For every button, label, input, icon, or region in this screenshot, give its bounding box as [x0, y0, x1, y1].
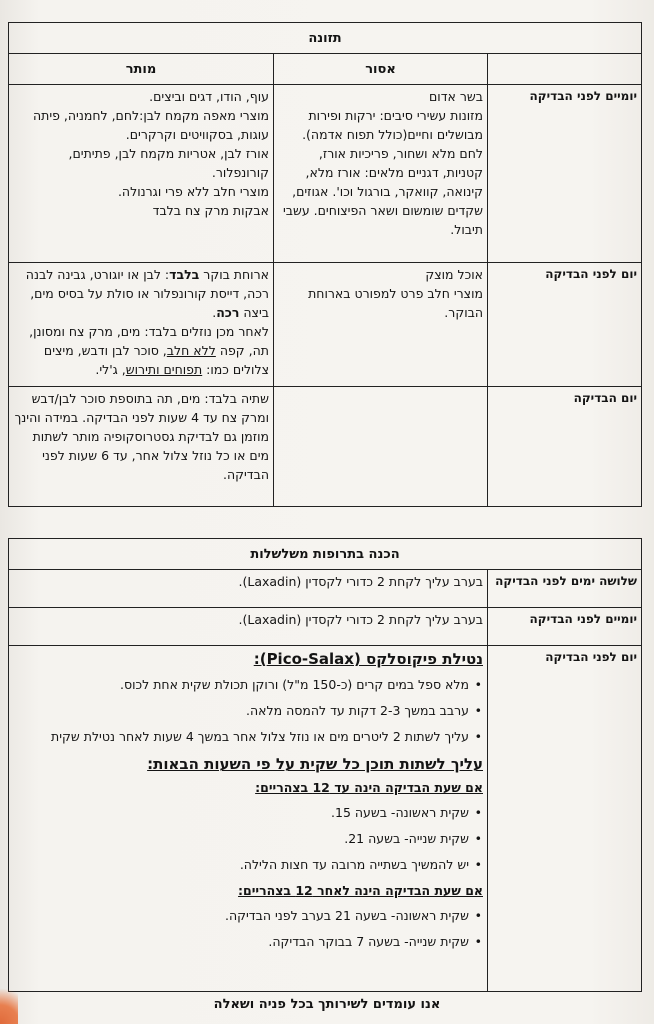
text-run-bold: בלבד — [169, 267, 200, 282]
row-label-header — [488, 54, 642, 85]
allowed-exam-day: שתיה בלבד: מים, תה בתוספת סוכר לבן/דבש ומרק צח עד 4 שעות לפני הבדיקה. במידה והינך מוזמן גם לבדיקת גסטרוסקופיה מותר לשתות מים או כל נוזל צלול אחר, עד 6 שעות לפני הבדיקה. — [9, 387, 274, 507]
after-noon-title: אם שעת הבדיקה הינה לאחר 12 בצהריים: — [238, 883, 483, 898]
list-item: • שקית שנייה- בשעה 21. — [13, 829, 469, 849]
forbidden-day-before — [274, 263, 488, 387]
row-label-exam-day: יום הבדיקה — [488, 387, 642, 507]
prep-two-days: בערב עליך לקחת 2 כדורי לקסדין (Laxadin). — [9, 608, 488, 646]
row-label-two-days: יומיים לפני הבדיקה — [488, 85, 642, 263]
prep-table-title: הכנה בתרופות משלשלות — [9, 539, 642, 570]
diet-table-title: תזונה — [9, 23, 642, 54]
text-run: , סוכר לבן ודבש, מיצים צלולים כמו: — [43, 343, 269, 377]
prep-three-days: בערב עליך לקחת 2 כדורי לקסדין (Laxadin). — [9, 570, 488, 608]
row-label-two-days-prep: יומיים לפני הבדיקה — [488, 608, 642, 646]
list-item: • שקית ראשונה- בשעה 21 בערב לפני הבדיקה. — [13, 906, 469, 926]
allowed-item: מוצרי חלב ללא פרי וגרנולה. — [117, 184, 269, 199]
list-item: • עליך לשתות 2 ליטרים מים או נוזל צלול אחר במשך 4 שעות לאחר נטילת שקית — [13, 727, 469, 747]
allowed-item: מוצרי מאפה מקמח לבן:לחם, לחמניה, פיתה עוגות, בסקוויטים וקרקרים. — [32, 108, 269, 142]
text-run: . — [212, 305, 217, 320]
forbidden-exam-day — [274, 387, 488, 507]
forbidden-item: מזונות עשירי סיבים: ירקות ופירות מבושלים וחיים(כולל תפוח אדמה). לחם מלא ושחור, פריכיות אורז, קטניות, דגניים מלאים: אורז מלא, קינואה, קוואקר, בורגול וכו'. אגוזים, שקדים שומשום ושאר הפיצוחים. עשבי תיבול. — [282, 108, 483, 237]
text-run: , ג'לי. — [95, 362, 126, 377]
text-run: : לבן או יוגורט, גבינה לבנה רכה, דייסת קורונפלור או סולת על בסיס מים, ביצה — [25, 267, 269, 320]
text-run-underlined: ללא חלב — [166, 343, 216, 358]
before-noon-list — [13, 803, 483, 875]
allowed-breakfast-text — [13, 265, 269, 322]
list-item: • שקית ראשונה- בשעה 15. — [13, 803, 469, 823]
footer-text: אנו עומדים לשירותך בכל פניה ושאלה — [213, 997, 441, 1012]
list-item: • יש להמשיך בשתייה מרובה עד חצות הלילה. — [13, 855, 469, 875]
forbidden-item: אוכל מוצק — [425, 267, 483, 282]
prep-table — [8, 538, 642, 992]
prep-day-before — [9, 646, 488, 992]
forbidden-two-days — [274, 85, 488, 263]
text-run: לאחר מכן נוזלים בלבד: מים, מרק צח ומסונן, תה, קפה — [29, 324, 269, 358]
allowed-item: עוף, הודו, דגים וביצים. — [149, 89, 269, 104]
allowed-item: אורז לבן, אטריות מקמח לבן, פתיתים, קורונפלור. — [68, 146, 269, 180]
row-label-day-before-prep: יום לפני הבדיקה — [488, 646, 642, 992]
after-noon-list — [13, 906, 483, 952]
forbidden-column-header: אסור — [274, 54, 488, 85]
list-item: • מלא ספל במים קרים (כ-150 מ"ל) ורוקן תכולת שקית אחת לכוס. — [13, 675, 469, 695]
allowed-item: אבקות מרק צח בלבד — [152, 203, 269, 218]
paper-stain — [0, 980, 18, 1024]
allowed-liquids-text — [13, 322, 269, 379]
before-noon-title: אם שעת הבדיקה הינה עד 12 בצהריים: — [255, 780, 483, 795]
list-item: • שקית שנייה- בשעה 7 בבוקר הבדיקה. — [13, 932, 469, 952]
allowed-day-before — [9, 263, 274, 387]
list-item: • ערבב במשך 2-3 דקות עד להמסה מלאה. — [13, 701, 469, 721]
text-run-bold: רכה — [216, 305, 240, 320]
text-run: ארוחת בוקר — [199, 267, 269, 282]
row-label-three-days: שלושה ימים לפני הבדיקה — [488, 570, 642, 608]
text-run-underlined: תפוחים ותירוש — [125, 362, 203, 377]
schedule-title: עליך לשתות תוכן כל שקית על פי השעות הבאות: — [147, 755, 483, 773]
row-label-day-before: יום לפני הבדיקה — [488, 263, 642, 387]
allowed-column-header: מותר — [9, 54, 274, 85]
pico-title: נטילת פיקוסלקס (Pico-Salax): — [253, 650, 483, 668]
allowed-two-days — [9, 85, 274, 263]
forbidden-item: מוצרי חלב פרט למפורט בארוחת הבוקר. — [308, 286, 483, 320]
diet-table — [8, 22, 642, 507]
pico-instructions-list — [13, 675, 483, 747]
forbidden-item: בשר אדום — [429, 89, 483, 104]
